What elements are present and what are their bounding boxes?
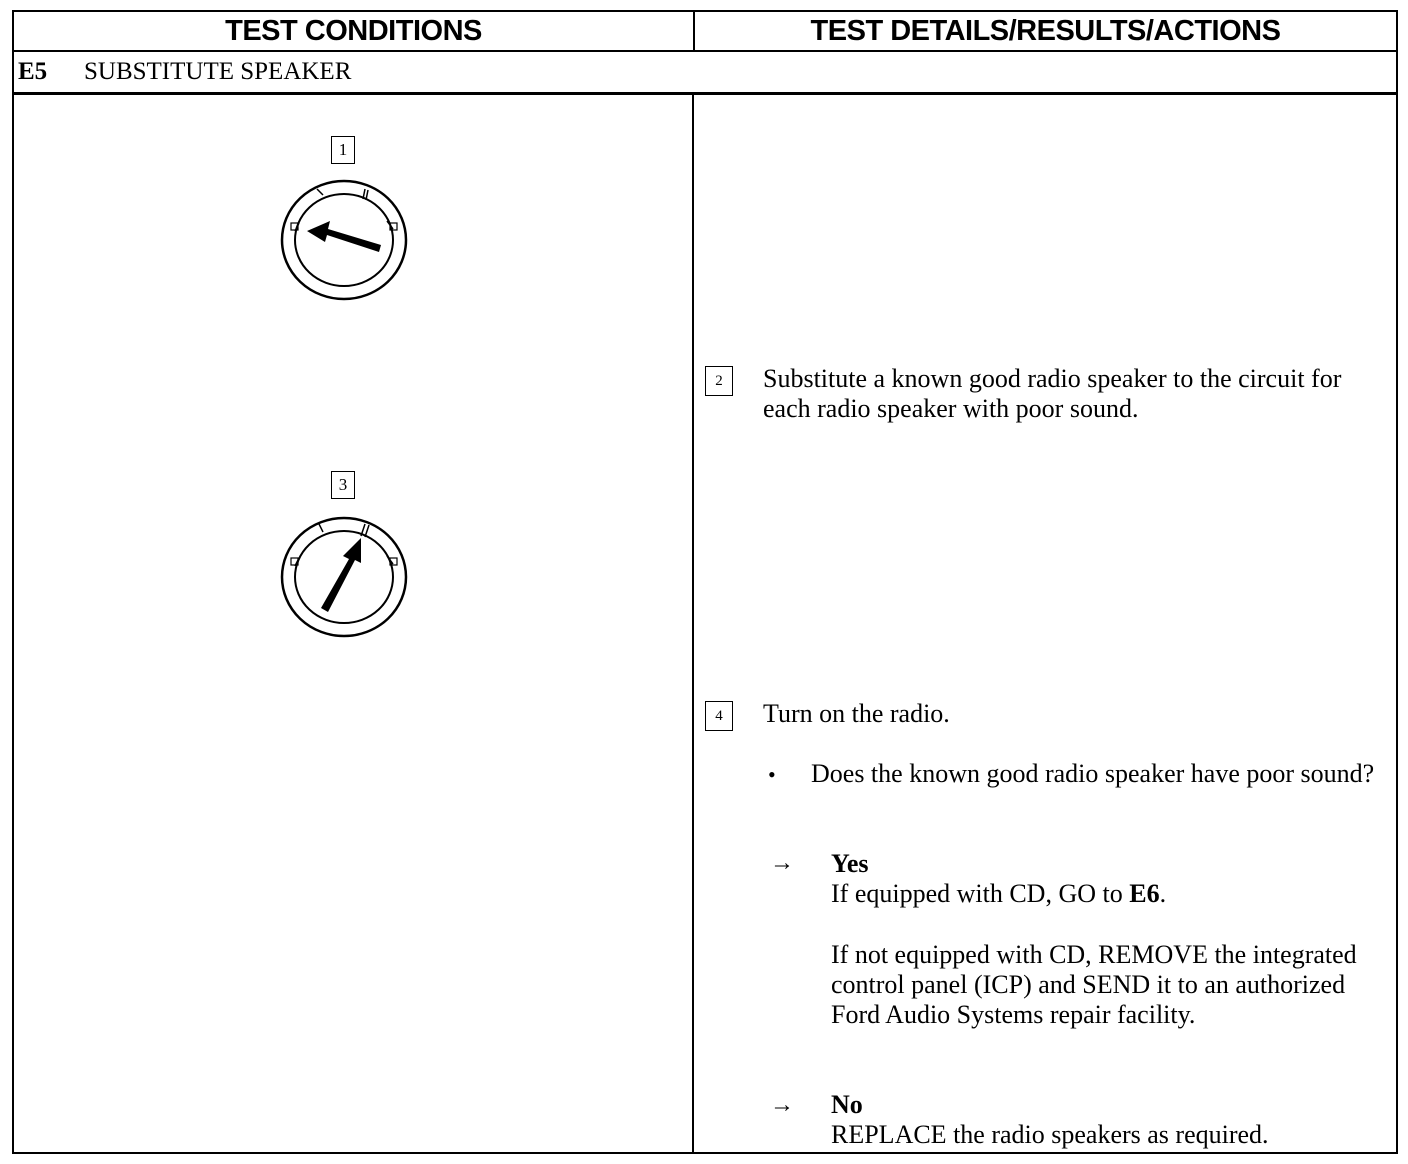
ignition-switch-icon [281,516,409,638]
no-text: REPLACE the radio speakers as required. [831,1120,1269,1149]
step-marker-2: 2 [705,366,733,396]
question-text: Does the known good radio speaker have poor sound? [811,759,1375,788]
header-divider [12,50,1398,52]
yes-line-1-post: . [1159,879,1167,908]
yes-line-1 [831,879,1391,909]
step-2-text: Substitute a known good radio speaker to the circuit for each radio speaker with poor sound. [763,364,1342,423]
yes-label: Yes [831,849,869,878]
arrow-right-icon: → [770,1092,794,1118]
section-title [18,54,351,90]
yes-line-1-ref: E6 [1129,879,1160,908]
yes-line-1-pre: If equipped with CD, GO to [831,879,1130,908]
section-divider [12,92,1398,95]
bullet-icon: • [768,762,776,787]
step-marker-1: 1 [331,136,355,164]
step-marker-4: 4 [705,701,733,731]
header-test-details: TEST DETAILS/RESULTS/ACTIONS [810,14,1281,47]
ignition-switch-icon [281,179,409,301]
step-marker-3: 3 [331,471,355,499]
no-label: No [831,1090,863,1119]
section-code: E5 [18,58,48,85]
header-test-conditions: TEST CONDITIONS [225,14,482,47]
yes-paragraph-2: If not equipped with CD, REMOVE the integrated control panel (ICP) and SEND it to an authorized Ford Audio Systems repair facility. [831,940,1357,1029]
section-name: SUBSTITUTE SPEAKER [84,58,352,85]
step-4-text: Turn on the radio. [763,699,950,728]
column-divider [692,93,694,1154]
arrow-right-icon: → [770,850,794,876]
